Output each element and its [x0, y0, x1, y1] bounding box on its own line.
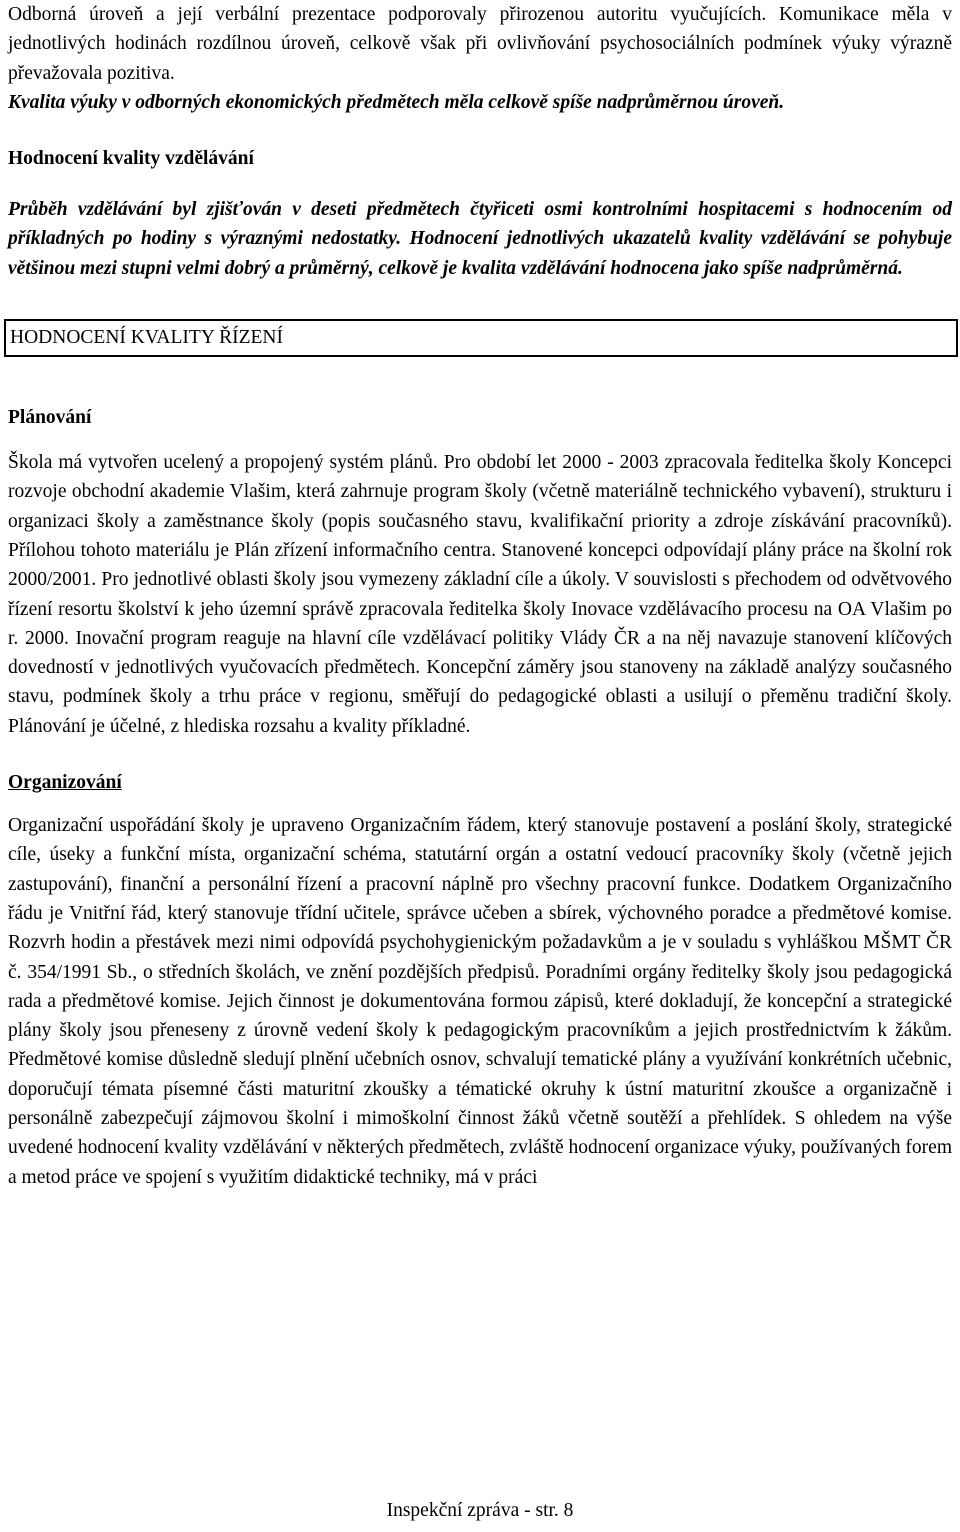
organizing-paragraph: Organizační uspořádání školy je upraveno Organizačním řádem, který stanovuje postavení a poslání školy, strategické cíle, úseky a funkční místa, organizační schéma, statutární orgán a ostatní vedoucí pracovníky školy (včetně jejich zastupování), finanční a personální řízení a pracovní náplně pro všechny pracovní funkce. Dodatkem Organizačního řádu je Vnitřní řád, který stanovuje třídní učitele, správce učeben a sbírek, výchovného poradce a předmětové komise. Rozvrh hodin a přestávek mezi nimi odpovídá psychohygienickým požadavkům a je v souladu s vyhláškou MŠMT ČR č. 354/1991 Sb., o středních školách, ve znění pozdějších předpisů. Poradními orgány ředitelky školy jsou pedagogická rada a předmětové komise. Jejich činnost je dokumentována formou zápisů, které dokladují, že koncepční a strategické plány školy jsou přeneseny z úrovně vedení školy k pedagogickým pracovníkům a jejich prostřednictvím k žákům. Předmětové komise důsledně sledují plnění učebních osnov, schvalují tematické plány a využívání konkrétních učebnic, doporučují témata písemné části maturitní zkoušky a tématické okruhy k ústní maturitní zkoušce a organizačně i personálně zabezpečují zájmovou školní i mimoškolní činnost žáků včetně soutěží a přehlídek. S ohledem na výše uvedené hodnocení kvality vzdělávání v některých předmětech, zvláště hodnocení organizace výuky, používaných forem a metod práce ve spojení s využitím didaktické techniky, má v práci	[8, 815, 952, 1188]
section-title-management: HODNOCENÍ KVALITY ŘÍZENÍ	[4, 319, 958, 357]
page-footer: Inspekční zpráva - str. 8	[386, 1500, 574, 1521]
heading-planning: Plánování	[8, 407, 92, 429]
heading-education-quality: Hodnocení kvality vzdělávání	[8, 148, 254, 170]
planning-paragraph: Škola má vytvořen ucelený a propojený systém plánů. Pro období let 2000 - 2003 zpracovala ředitelka školy Koncepci rozvoje obchodní akademie Vlašim, která zahrnuje program školy (včetně materiálně technického vybavení), strukturu i organizaci školy a zaměstnance školy (popis současného stavu, kvalifikační priority a zdroje získávání pracovníků). Přílohou tohoto materiálu je Plán zřízení informačního centra. Stanovené koncepci odpovídají plány práce na školní rok 2000/2001. Pro jednotlivé oblasti školy jsou vymezeny základní cíle a úkoly. V souvislosti s přechodem od odvětvového řízení resortu školství k jeho územní správě zpracovala ředitelka školy Inovace vzdělávacího procesu na OA Vlašim po r. 2000. Inovační program reaguje na hlavní cíle vzdělávací politiky Vlády ČR a na něj navazuje stanovení klíčových dovedností v jednotlivých vyučovacích předmětech. Koncepční záměry jsou stanoveny na základě analýzy současného stavu, podmínek školy a trhu práce v regionu, směřují do pedagogické oblasti a usilují o přeměnu tradiční školy. Plánování je účelné, z hlediska rozsahu a kvality příkladné.	[8, 452, 952, 737]
education-quality-paragraph: Průběh vzdělávání byl zjišťován v deseti předmětech čtyřiceti osmi kontrolními hospitacemi s hodnocením od příkladných po hodiny s výraznými nedostatky. Hodnocení jednotlivých ukazatelů kvality vzdělávání se pohybuje většinou mezi stupni velmi dobrý a průměrný, celkově je kvalita vzdělávání hodnocena jako spíše nadprůměrná.	[8, 199, 952, 279]
document-page	[8, 0, 952, 1192]
heading-organizing: Organizování	[8, 772, 122, 794]
intro-paragraph: Odborná úroveň a její verbální prezentace podporovaly přirozenou autoritu vyučujících. Komunikace měla v jednotlivých hodinách rozdílnou úroveň, celkově však při ovlivňování psychosociálních podmínek výuky výrazně převažovala pozitiva.	[8, 4, 952, 84]
quality-summary: Kvalita výuky v odborných ekonomických předmětech měla celkově spíše nadprůměrnou úroveň.	[8, 91, 785, 113]
